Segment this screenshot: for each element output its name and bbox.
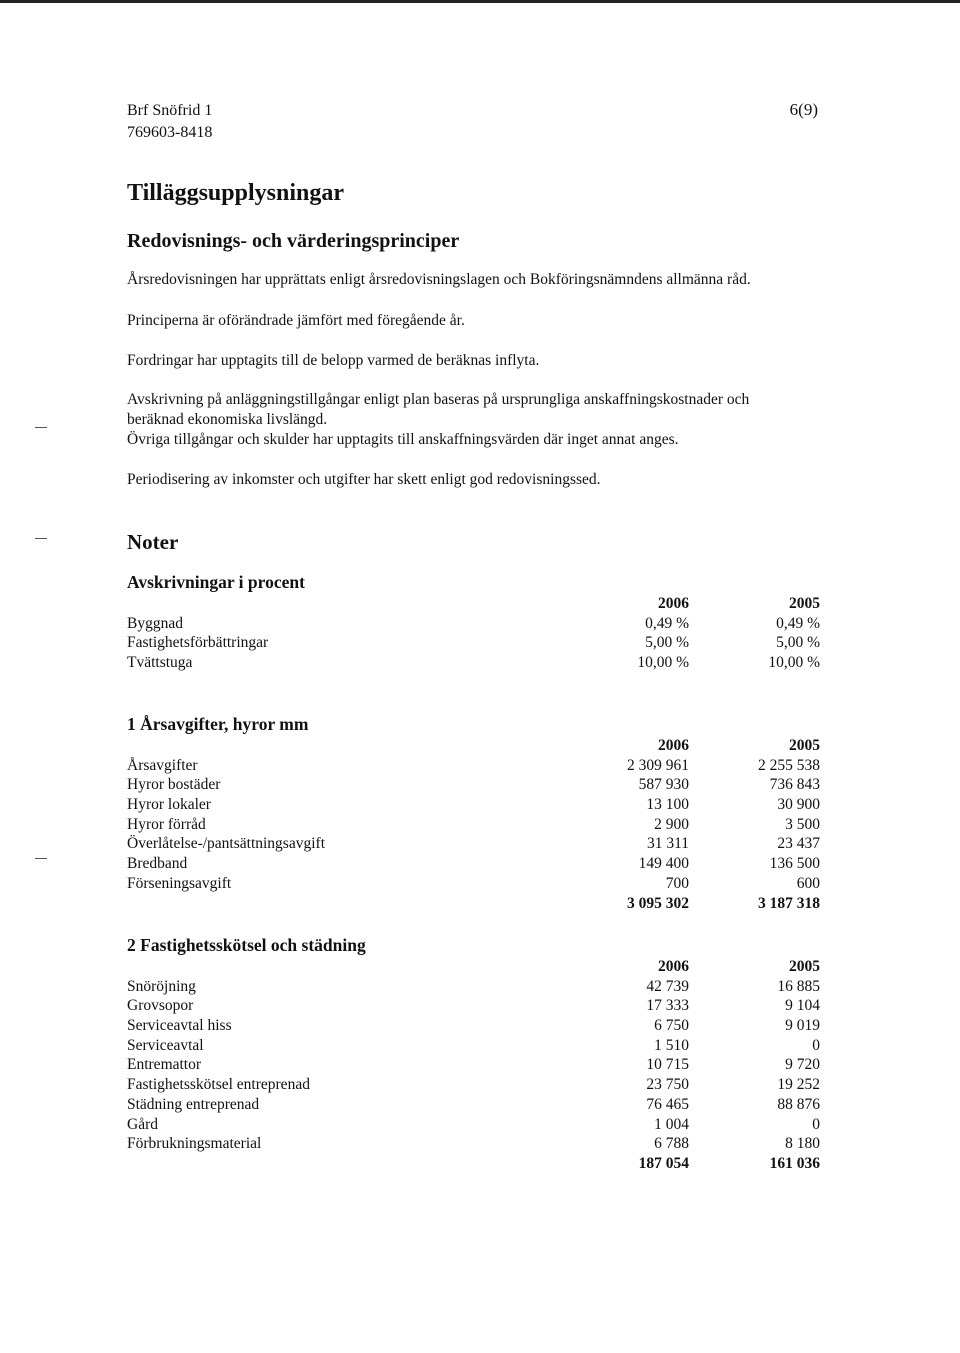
row-value-2006: 13 100 (646, 796, 689, 814)
column-header-2006: 2006 (658, 595, 689, 612)
table-row (127, 633, 820, 653)
row-value-2005: 600 (796, 874, 820, 892)
column-header-2005: 2005 (789, 958, 820, 975)
table-row (127, 1095, 820, 1115)
row-value-2006: 700 (665, 874, 689, 892)
row-value-2006: 2 309 961 (627, 756, 689, 774)
row-value-2005: 5,00 % (776, 634, 820, 652)
row-label: Gård (127, 1115, 158, 1133)
page-title: Tilläggsupplysningar (127, 180, 344, 206)
row-label: Fastighetsförbättringar (127, 634, 269, 652)
row-value-2006: 1 004 (654, 1115, 689, 1133)
row-value-2006: 42 739 (646, 977, 689, 995)
row-label: Tvättstuga (127, 654, 193, 672)
column-header-2006: 2006 (658, 958, 689, 975)
principles-paragraph-1: Årsredovisningen har upprättats enligt årsredovisningslagen och Bokföringsnämndens allmänna råd. (127, 271, 751, 288)
row-value-2005: 3 500 (785, 815, 820, 833)
row-value-2006: 6 750 (654, 1017, 689, 1035)
table-row (127, 775, 820, 795)
row-value-2005: 0 (812, 1115, 820, 1133)
table-row (127, 977, 820, 997)
principles-paragraph-4-line-1: Avskrivning på anläggningstillgångar enligt plan baseras på ursprungliga anskaffningskostnader och (127, 391, 750, 408)
row-value-2006: 5,00 % (645, 634, 689, 652)
row-value-2006: 17 333 (646, 997, 689, 1015)
table-row (127, 653, 820, 673)
table-row (127, 614, 820, 634)
row-value-2006: 23 750 (646, 1076, 689, 1094)
total-value-2005: 161 036 (769, 1154, 820, 1172)
row-value-2005: 736 843 (769, 776, 820, 794)
table-row (127, 854, 820, 874)
note-1-title: 1 Årsavgifter, hyror mm (127, 714, 309, 734)
page-header (127, 100, 212, 144)
page-number: 6(9) (789, 100, 818, 119)
row-label: Förseningsavgift (127, 874, 232, 892)
row-value-2006: 6 788 (654, 1135, 689, 1153)
table-row (127, 1075, 820, 1095)
row-label: Fastighetsskötsel entreprenad (127, 1076, 310, 1094)
principles-paragraph-5: Övriga tillgångar och skulder har upptagits till anskaffningsvärden där inget annat anges. (127, 431, 679, 448)
row-label: Byggnad (127, 614, 183, 632)
table-row (127, 1115, 820, 1135)
table-row (127, 874, 820, 894)
total-row (127, 1154, 820, 1174)
row-label: Serviceavtal (127, 1036, 204, 1054)
table-row (127, 1134, 820, 1154)
row-label: Hyror lokaler (127, 796, 211, 814)
row-value-2005: 0 (812, 1036, 820, 1054)
margin-mark (35, 538, 47, 539)
note-2-table (127, 935, 820, 1174)
row-label: Bredband (127, 855, 188, 873)
row-label: Förbrukningsmaterial (127, 1135, 262, 1153)
row-value-2006: 149 400 (638, 855, 689, 873)
row-value-2005: 2 255 538 (758, 756, 820, 774)
row-label: Grovsopor (127, 997, 194, 1015)
table-row (127, 815, 820, 835)
margin-mark (35, 427, 47, 428)
row-value-2006: 0,49 % (645, 614, 689, 632)
table-row (127, 795, 820, 815)
table-header-row (127, 957, 820, 977)
notes-heading: Noter (127, 530, 179, 554)
table-row (127, 1036, 820, 1056)
table-row (127, 1055, 820, 1075)
row-label: Hyror bostäder (127, 776, 221, 794)
principles-heading: Redovisnings- och värderingsprinciper (127, 230, 460, 252)
row-label: Hyror förråd (127, 815, 206, 833)
depreciation-table (127, 572, 820, 673)
margin-mark (35, 858, 47, 859)
column-header-2006: 2006 (658, 737, 689, 754)
column-header-2005: 2005 (789, 737, 820, 754)
org-number: 769603-8418 (127, 124, 213, 141)
column-header-2005: 2005 (789, 595, 820, 612)
principles-paragraph-4-line-2: beräknad ekonomiska livslängd. (127, 411, 328, 428)
row-label: Överlåtelse-/pantsättningsavgift (127, 835, 325, 853)
table-row (127, 834, 820, 854)
row-value-2006: 10 715 (646, 1056, 689, 1074)
row-value-2005: 8 180 (785, 1135, 820, 1153)
note-1-table (127, 714, 820, 913)
row-value-2005: 0,49 % (776, 614, 820, 632)
principles-paragraph-2: Principerna är oförändrade jämfört med föregående år. (127, 312, 465, 329)
row-value-2006: 10,00 % (637, 654, 689, 672)
note-2-title: 2 Fastighetsskötsel och städning (127, 935, 366, 955)
row-value-2006: 1 510 (654, 1036, 689, 1054)
row-label: Snöröjning (127, 977, 196, 995)
row-value-2005: 9 104 (785, 997, 820, 1015)
row-value-2005: 16 885 (777, 977, 820, 995)
table-header-row (127, 594, 820, 614)
row-value-2005: 9 019 (785, 1017, 820, 1035)
total-row (127, 894, 820, 914)
top-border-rule (0, 0, 960, 3)
table-row (127, 1016, 820, 1036)
table-row (127, 996, 820, 1016)
org-name: Brf Snöfrid 1 (127, 102, 213, 119)
total-value-2006: 3 095 302 (627, 894, 689, 912)
principles-paragraph-6: Periodisering av inkomster och utgifter har skett enligt god redovisningssed. (127, 471, 601, 488)
row-value-2005: 10,00 % (768, 654, 820, 672)
row-label: Städning entreprenad (127, 1095, 260, 1113)
depreciation-title: Avskrivningar i procent (127, 572, 305, 592)
total-value-2005: 3 187 318 (758, 894, 820, 912)
table-header-row (127, 736, 820, 756)
table-row (127, 756, 820, 776)
row-value-2005: 9 720 (785, 1056, 820, 1074)
row-value-2005: 136 500 (769, 855, 820, 873)
row-value-2005: 23 437 (777, 835, 820, 853)
row-label: Serviceavtal hiss (127, 1017, 232, 1035)
row-value-2005: 30 900 (777, 796, 820, 814)
row-label: Årsavgifter (127, 756, 198, 774)
row-value-2005: 19 252 (777, 1076, 820, 1094)
row-value-2005: 88 876 (777, 1095, 820, 1113)
row-label: Entremattor (127, 1056, 202, 1074)
row-value-2006: 2 900 (654, 815, 689, 833)
row-value-2006: 76 465 (646, 1095, 689, 1113)
row-value-2006: 587 930 (638, 776, 689, 794)
principles-paragraph-3: Fordringar har upptagits till de belopp varmed de beräknas inflyta. (127, 352, 540, 369)
total-value-2006: 187 054 (638, 1154, 689, 1172)
row-value-2006: 31 311 (646, 835, 689, 853)
